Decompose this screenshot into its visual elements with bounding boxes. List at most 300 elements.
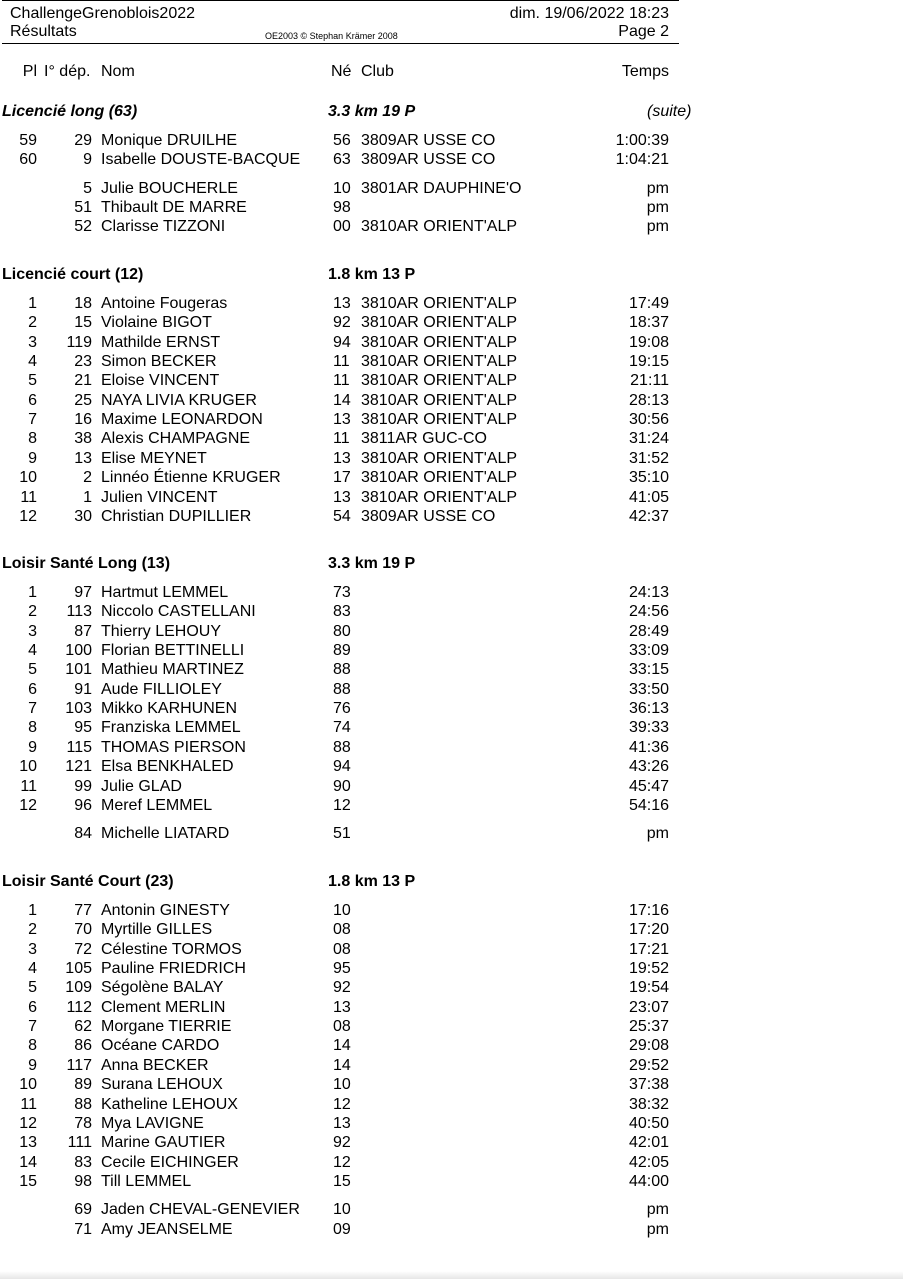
rank: 7 [28, 1018, 37, 1036]
section-title: Licencié long (63) [2, 103, 138, 120]
rank: 6 [28, 680, 37, 698]
birth-year: 11 [333, 353, 350, 371]
birth-year: 76 [333, 700, 351, 718]
rank: 9 [28, 1056, 37, 1074]
bib-number: 87 [74, 622, 92, 640]
result-row [0, 449, 700, 468]
finish-time: 42:05 [628, 1153, 669, 1171]
runner-name: Mikko KARHUNEN [101, 700, 238, 718]
bib-number: 119 [66, 333, 92, 351]
result-row [0, 391, 700, 410]
club: 3810AR ORIENT'ALP [361, 391, 518, 409]
birth-year: 11 [333, 372, 350, 390]
runner-name: Mathieu MARTINEZ [101, 661, 244, 679]
birth-year: 11 [333, 430, 350, 448]
section-course-info: 1.8 km 13 P [328, 873, 416, 890]
finish-time: 41:05 [628, 488, 669, 506]
result-row [0, 1220, 700, 1239]
result-row [0, 429, 700, 448]
page-bottom-shadow [0, 1271, 903, 1279]
result-row [0, 1153, 700, 1172]
bib-number: 86 [74, 1037, 92, 1055]
finish-time: 17:16 [628, 902, 669, 919]
runner-name: Antoine Fougeras [101, 295, 228, 312]
rank: 59 [19, 132, 37, 149]
result-row [0, 959, 700, 978]
bib-number: 96 [74, 796, 92, 814]
rank: 7 [28, 700, 37, 718]
runner-name: THOMAS PIERSON [101, 738, 246, 756]
club: 3810AR ORIENT'ALP [361, 411, 518, 429]
runner-name: Isabelle DOUSTE-BACQUE [101, 151, 301, 169]
rank: 14 [19, 1153, 37, 1171]
bib-number: 70 [74, 921, 92, 939]
bib-number: 2 [83, 469, 92, 487]
runner-name: Cecile EICHINGER [101, 1153, 239, 1171]
col-header-ne: Né [331, 63, 352, 80]
rank: 12 [19, 507, 37, 525]
result-row [0, 757, 700, 776]
rank: 8 [28, 719, 37, 737]
runner-name: Violaine BIGOT [101, 314, 212, 332]
rank: 4 [28, 960, 37, 978]
birth-year: 09 [333, 1220, 351, 1238]
result-row [0, 131, 700, 150]
section-header [0, 102, 720, 122]
section-title: Loisir Santé Long (13) [2, 555, 171, 572]
rank: 11 [20, 488, 37, 506]
runner-name: Julie BOUCHERLE [101, 179, 238, 197]
runner-name: Meref LEMMEL [101, 796, 213, 814]
page-number: Page 2 [618, 23, 669, 40]
bib-number: 101 [65, 661, 92, 679]
club: 3810AR ORIENT'ALP [361, 314, 518, 332]
bib-number: 1 [83, 488, 92, 506]
bib-number: 111 [67, 1134, 92, 1152]
birth-year: 10 [333, 179, 351, 197]
birth-year: 10 [333, 1076, 351, 1094]
bib-number: 83 [74, 1153, 92, 1171]
section-continued-label: (suite) [647, 103, 692, 120]
birth-year: 13 [333, 1114, 351, 1132]
rank: 1 [28, 295, 37, 312]
result-row [0, 680, 700, 699]
bib-number: 9 [83, 151, 92, 169]
finish-time: 1:04:21 [615, 151, 669, 169]
rank: 8 [28, 1037, 37, 1055]
birth-year: 83 [333, 603, 351, 621]
runner-name: Antonin GINESTY [101, 902, 230, 919]
col-header-name: Nom [101, 63, 135, 80]
runner-name: Linnéo Étienne KRUGER [101, 469, 281, 487]
finish-time: 33:09 [628, 642, 669, 660]
runner-name: Océane CARDO [101, 1037, 220, 1055]
finish-time: 43:26 [628, 758, 669, 776]
result-row [0, 824, 700, 843]
result-row [0, 622, 700, 641]
birth-year: 15 [333, 1172, 351, 1190]
finish-time: 17:21 [628, 940, 669, 958]
bib-number: 5 [83, 179, 92, 197]
software-credit: OE2003 © Stephan Krämer 2008 [265, 31, 398, 41]
birth-year: 08 [333, 921, 351, 939]
bib-number: 52 [74, 218, 92, 236]
result-row [0, 179, 700, 198]
result-row [0, 410, 700, 429]
bib-number: 88 [74, 1095, 92, 1113]
header-top-rule [2, 0, 679, 1]
rank: 2 [28, 603, 37, 621]
finish-time: 38:32 [628, 1095, 669, 1113]
finish-time: pm [646, 1201, 669, 1219]
col-header-dep: I° dép. [44, 63, 91, 80]
finish-time: 19:15 [628, 353, 669, 371]
bib-number: 15 [74, 314, 92, 332]
bib-number: 62 [74, 1018, 92, 1036]
rank: 2 [28, 314, 37, 332]
bib-number: 16 [74, 411, 92, 429]
runner-name: Christian DUPILLIER [101, 507, 252, 525]
rank: 3 [28, 622, 37, 640]
section-course-info: 3.3 km 19 P [328, 103, 416, 120]
runner-name: Till LEMMEL [101, 1172, 192, 1190]
runner-name: Myrtille GILLES [101, 921, 213, 939]
birth-year: 14 [333, 1056, 351, 1074]
bib-number: 71 [74, 1220, 92, 1238]
bib-number: 30 [74, 507, 92, 525]
birth-year: 89 [333, 642, 351, 660]
finish-time: 29:52 [628, 1056, 669, 1074]
rank: 3 [28, 940, 37, 958]
bib-number: 113 [66, 603, 92, 621]
bib-number: 117 [66, 1056, 92, 1074]
runner-name: Clarisse TIZZONI [101, 218, 226, 236]
results-subtitle: Résultats [10, 23, 77, 40]
runner-name: Ségolène BALAY [101, 979, 224, 997]
bib-number: 89 [74, 1076, 92, 1094]
finish-time: 17:20 [628, 921, 669, 939]
birth-year: 98 [333, 199, 351, 217]
finish-time: pm [646, 825, 669, 843]
birth-year: 92 [333, 1134, 351, 1152]
print-date: dim. 19/06/2022 18:23 [509, 5, 669, 22]
result-row [0, 796, 700, 815]
result-row [0, 1056, 700, 1075]
club: 3809AR USSE CO [361, 151, 496, 169]
runner-name: Morgane TIERRIE [101, 1018, 232, 1036]
rank: 60 [19, 151, 37, 169]
result-row [0, 468, 700, 487]
club: 3810AR ORIENT'ALP [361, 353, 518, 371]
club: 3801AR DAUPHINE'O [361, 179, 522, 197]
runner-name: Monique DRUILHE [101, 132, 238, 149]
result-row [0, 507, 700, 526]
club: 3810AR ORIENT'ALP [361, 372, 518, 390]
runner-name: Pauline FRIEDRICH [101, 960, 246, 978]
runner-name: Eloise VINCENT [101, 372, 220, 390]
rank: 12 [19, 796, 37, 814]
bib-number: 72 [74, 940, 92, 958]
birth-year: 90 [333, 777, 351, 795]
rank: 10 [19, 758, 37, 776]
rank: 11 [20, 777, 37, 795]
birth-year: 17 [333, 469, 351, 487]
club: 3810AR ORIENT'ALP [361, 488, 518, 506]
runner-name: Katheline LEHOUX [101, 1095, 238, 1113]
result-row [0, 641, 700, 660]
finish-time: 21:11 [630, 372, 669, 390]
bib-number: 18 [74, 295, 92, 312]
birth-year: 95 [333, 960, 351, 978]
result-row [0, 333, 700, 352]
finish-time: 35:10 [628, 469, 669, 487]
rank: 10 [19, 469, 37, 487]
rank: 9 [28, 449, 37, 467]
bib-number: 103 [65, 700, 92, 718]
runner-name: Franziska LEMMEL [101, 719, 241, 737]
result-row [0, 217, 700, 236]
birth-year: 73 [333, 584, 351, 601]
runner-name: Hartmut LEMMEL [101, 584, 229, 601]
runner-name: Maxime LEONARDON [101, 411, 263, 429]
rank: 1 [28, 584, 37, 601]
result-row [0, 901, 700, 920]
bib-number: 121 [65, 758, 92, 776]
finish-time: 31:24 [628, 430, 669, 448]
birth-year: 56 [333, 132, 351, 149]
bib-number: 95 [74, 719, 92, 737]
finish-time: 29:08 [628, 1037, 669, 1055]
bib-number: 69 [74, 1201, 92, 1219]
runner-name: Thierry LEHOUY [101, 622, 222, 640]
rank: 2 [28, 921, 37, 939]
section-header [0, 265, 720, 285]
birth-year: 94 [333, 333, 351, 351]
finish-time: 1:00:39 [615, 132, 669, 149]
runner-name: Elsa BENKHALED [101, 758, 234, 776]
result-row [0, 198, 700, 217]
result-row [0, 1172, 700, 1191]
finish-time: 36:13 [628, 700, 669, 718]
bib-number: 109 [65, 979, 92, 997]
club: 3810AR ORIENT'ALP [361, 449, 518, 467]
result-row [0, 660, 700, 679]
section-course-info: 3.3 km 19 P [328, 555, 416, 572]
bib-number: 77 [74, 902, 92, 919]
result-row [0, 313, 700, 332]
section-title: Loisir Santé Court (23) [2, 873, 174, 890]
bib-number: 84 [74, 825, 92, 843]
finish-time: 18:37 [628, 314, 669, 332]
bib-number: 21 [74, 372, 92, 390]
club: 3809AR USSE CO [361, 507, 496, 525]
result-row [0, 352, 700, 371]
bib-number: 97 [74, 584, 92, 601]
finish-time: 19:54 [628, 979, 669, 997]
birth-year: 94 [333, 758, 351, 776]
finish-time: 19:52 [628, 960, 669, 978]
finish-time: 23:07 [628, 998, 669, 1016]
finish-time: 45:47 [628, 777, 669, 795]
result-row [0, 978, 700, 997]
finish-time: 33:15 [628, 661, 669, 679]
runner-name: Alexis CHAMPAGNE [101, 430, 251, 448]
result-row [0, 777, 700, 796]
rank: 8 [28, 430, 37, 448]
runner-name: Mathilde ERNST [101, 333, 221, 351]
club: 3811AR GUC-CO [361, 430, 487, 448]
runner-name: Niccolo CASTELLANI [101, 603, 256, 621]
result-row [0, 294, 700, 313]
result-row [0, 1133, 700, 1152]
result-row [0, 583, 700, 602]
birth-year: 63 [333, 151, 351, 169]
birth-year: 92 [333, 979, 351, 997]
club: 3810AR ORIENT'ALP [361, 469, 518, 487]
result-row [0, 371, 700, 390]
result-row [0, 1095, 700, 1114]
finish-time: pm [646, 218, 669, 236]
finish-time: 41:36 [628, 738, 669, 756]
birth-year: 88 [333, 680, 351, 698]
result-row [0, 150, 700, 169]
finish-time: 54:16 [628, 796, 669, 814]
rank: 11 [20, 1095, 37, 1113]
birth-year: 10 [333, 902, 351, 919]
rank: 5 [28, 372, 37, 390]
bib-number: 51 [74, 199, 92, 217]
finish-time: 24:56 [628, 603, 669, 621]
birth-year: 13 [333, 295, 351, 312]
bib-number: 91 [74, 680, 92, 698]
runner-name: Michelle LIATARD [101, 825, 230, 843]
result-row [0, 1075, 700, 1094]
rank: 1 [28, 902, 37, 919]
rank: 9 [28, 738, 37, 756]
finish-time: 25:37 [628, 1018, 669, 1036]
rank: 4 [28, 642, 37, 660]
club: 3810AR ORIENT'ALP [361, 218, 518, 236]
bib-number: 13 [74, 449, 92, 467]
birth-year: 12 [333, 796, 351, 814]
runner-name: Surana LEHOUX [101, 1076, 223, 1094]
runner-name: Clement MERLIN [101, 998, 226, 1016]
runner-name: Simon BECKER [101, 353, 217, 371]
birth-year: 12 [333, 1153, 351, 1171]
bib-number: 112 [66, 998, 92, 1016]
finish-time: 37:38 [628, 1076, 669, 1094]
result-row [0, 1017, 700, 1036]
rank: 4 [28, 353, 37, 371]
rank: 15 [19, 1172, 37, 1190]
runner-name: Julie GLAD [101, 777, 182, 795]
finish-time: 42:01 [628, 1134, 669, 1152]
rank: 12 [19, 1114, 37, 1132]
birth-year: 14 [333, 391, 351, 409]
bib-number: 25 [74, 391, 92, 409]
finish-time: 39:33 [628, 719, 669, 737]
rank: 6 [28, 391, 37, 409]
finish-time: 40:50 [628, 1114, 669, 1132]
finish-time: 31:52 [628, 449, 669, 467]
birth-year: 13 [333, 998, 351, 1016]
finish-time: 19:08 [628, 333, 669, 351]
runner-name: Anna BECKER [101, 1056, 209, 1074]
birth-year: 74 [333, 719, 351, 737]
rank: 5 [28, 661, 37, 679]
finish-time: 42:37 [628, 507, 669, 525]
finish-time: pm [646, 199, 669, 217]
finish-time: 33:50 [628, 680, 669, 698]
birth-year: 00 [333, 218, 351, 236]
result-row [0, 940, 700, 959]
birth-year: 13 [333, 411, 351, 429]
runner-name: Florian BETTINELLI [101, 642, 245, 660]
bib-number: 29 [74, 132, 92, 149]
col-header-club: Club [361, 63, 394, 80]
bib-number: 115 [66, 738, 92, 756]
result-row [0, 998, 700, 1017]
section-header [0, 554, 720, 574]
birth-year: 88 [333, 661, 351, 679]
runner-name: Célestine TORMOS [101, 940, 242, 958]
finish-time: 28:13 [628, 391, 669, 409]
runner-name: Aude FILLIOLEY [101, 680, 222, 698]
rank: 5 [28, 979, 37, 997]
runner-name: Marine GAUTIER [101, 1134, 226, 1152]
finish-time: 24:13 [628, 584, 669, 601]
result-row [0, 1114, 700, 1133]
bib-number: 105 [65, 960, 92, 978]
result-row [0, 738, 700, 757]
rank: 13 [19, 1134, 37, 1152]
bib-number: 100 [65, 642, 92, 660]
club: 3809AR USSE CO [361, 132, 496, 149]
birth-year: 12 [333, 1095, 351, 1113]
bib-number: 99 [74, 777, 92, 795]
bib-number: 23 [74, 353, 92, 371]
result-row [0, 602, 700, 621]
bib-number: 38 [74, 430, 92, 448]
section-header [0, 872, 720, 892]
result-row [0, 718, 700, 737]
finish-time: pm [646, 179, 669, 197]
birth-year: 10 [333, 1201, 351, 1219]
rank: 7 [28, 411, 37, 429]
birth-year: 54 [333, 507, 351, 525]
bib-number: 98 [74, 1172, 92, 1190]
birth-year: 92 [333, 314, 351, 332]
result-row [0, 920, 700, 939]
finish-time: 28:49 [628, 622, 669, 640]
col-header-time: Temps [621, 63, 669, 80]
finish-time: 44:00 [628, 1172, 669, 1190]
runner-name: NAYA LIVIA KRUGER [101, 391, 257, 409]
section-title: Licencié court (12) [2, 266, 144, 283]
bib-number: 78 [74, 1114, 92, 1132]
rank: 6 [28, 998, 37, 1016]
header-bottom-rule [2, 43, 679, 44]
finish-time: 17:49 [628, 295, 669, 312]
col-header-pl: Pl [22, 63, 37, 80]
birth-year: 51 [333, 825, 351, 843]
finish-time: pm [646, 1220, 669, 1238]
result-row [0, 488, 700, 507]
birth-year: 80 [333, 622, 351, 640]
runner-name: Elise MEYNET [101, 449, 207, 467]
finish-time: 30:56 [628, 411, 669, 429]
result-row [0, 1200, 700, 1219]
